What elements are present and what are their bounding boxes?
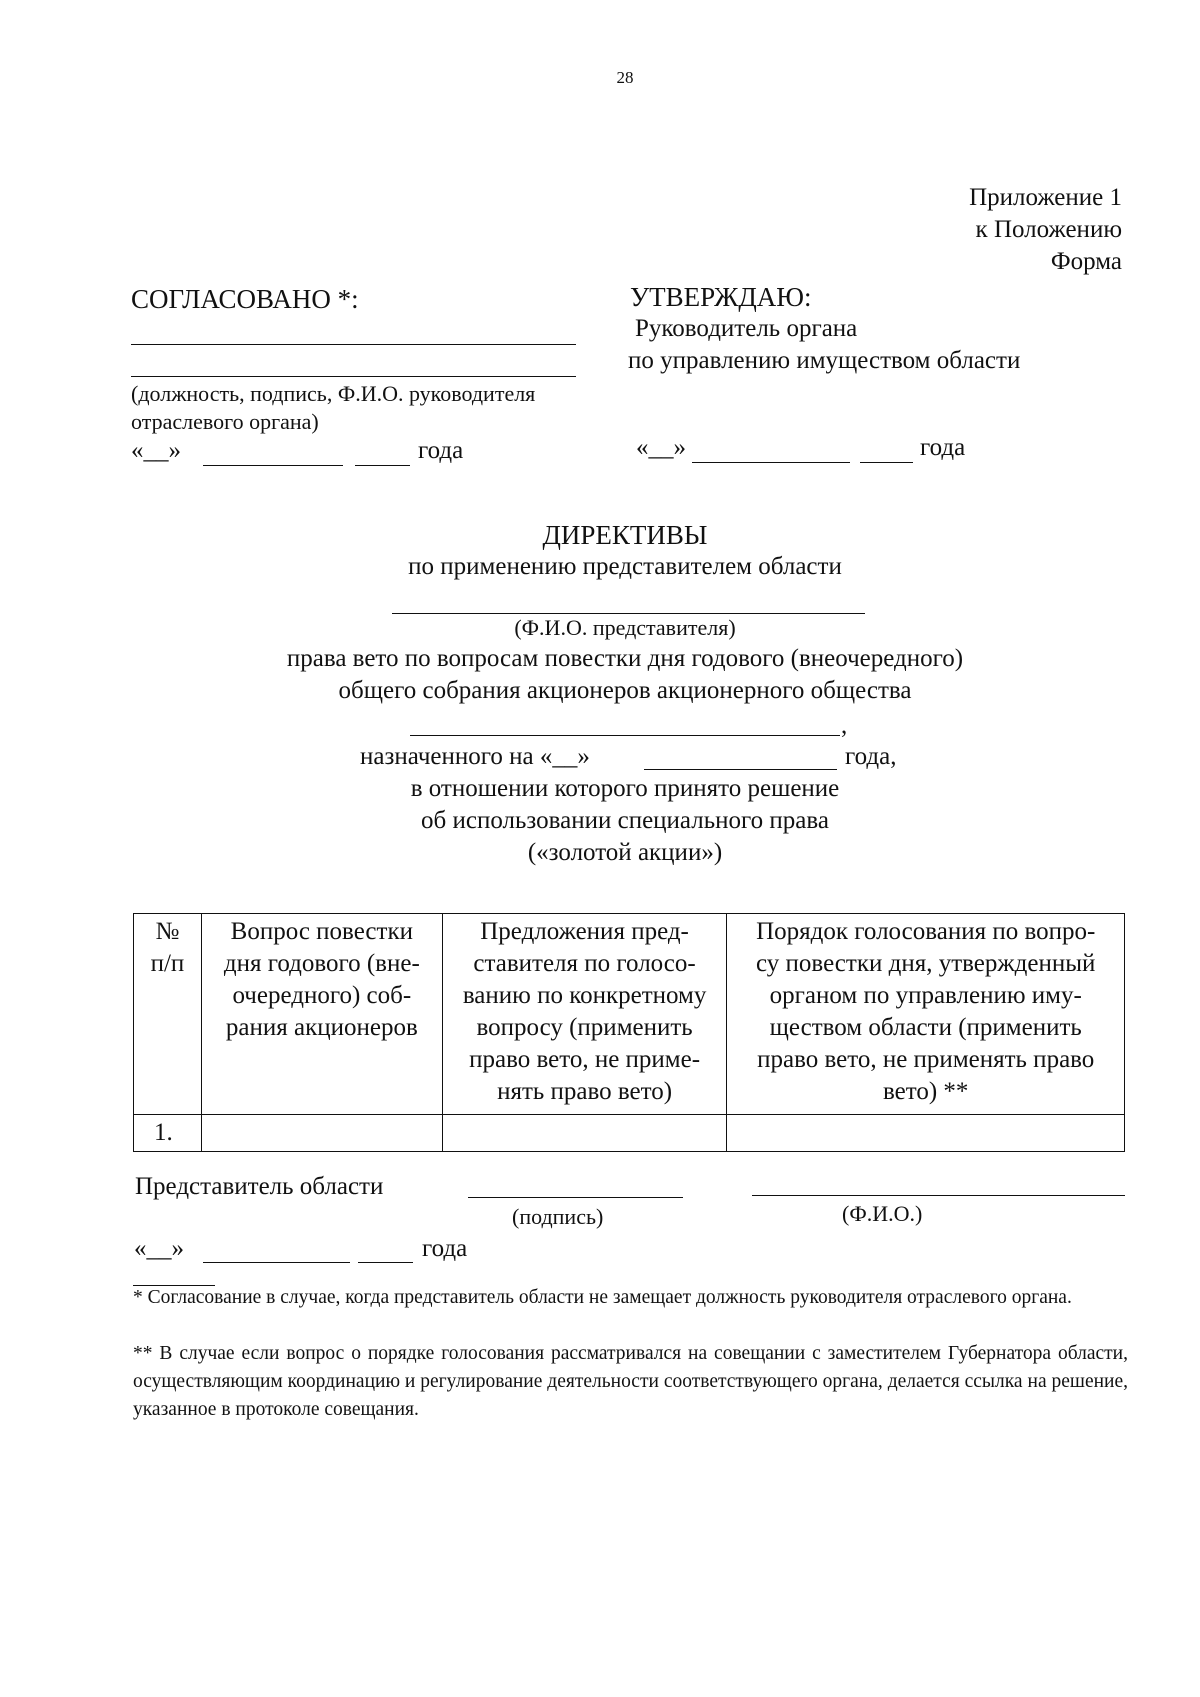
signature-date-day: «__»	[134, 1235, 184, 1262]
agreed-date-suffix: года	[418, 437, 464, 464]
header-text: №	[155, 918, 180, 945]
appendix-note	[969, 182, 1122, 278]
title-line-3: общего собрания акционеров акционерного общества	[338, 677, 912, 704]
directives-table	[133, 913, 1125, 1152]
header-text: нять право вето)	[497, 1078, 673, 1105]
table-cell	[727, 1115, 1125, 1152]
header-text: Вопрос повестки	[230, 918, 413, 945]
header-cell-question	[201, 914, 442, 1115]
header-text: право вето, не приме-	[469, 1046, 701, 1073]
approve-date-year-line	[860, 462, 913, 463]
approve-heading: УТВЕРЖДАЮ:	[630, 282, 812, 312]
title-line-2: права вето по вопросам повестки дня годового (внеочередного)	[286, 645, 964, 672]
table-header-row	[134, 914, 1125, 1115]
header-text: право вето, не применять право	[757, 1046, 1095, 1073]
header-text: вопросу (применить	[476, 1014, 693, 1041]
meeting-date-prefix: назначенного на «__»	[360, 743, 590, 770]
agreed-heading: СОГЛАСОВАНО *:	[131, 284, 359, 314]
header-text: ществом области (применить	[769, 1014, 1082, 1041]
table-cell	[201, 1115, 442, 1152]
header-text: п/п	[150, 950, 185, 977]
appendix-line-1: Приложение 1	[969, 184, 1122, 211]
representative-name-line	[392, 613, 865, 614]
header-text: очередного) соб-	[232, 982, 412, 1009]
header-text: су повестки дня, утвержденный	[756, 950, 1096, 977]
representative-caption: (Ф.И.О. представителя)	[514, 615, 736, 640]
signature-caption: (подпись)	[512, 1204, 604, 1229]
header-text: ванию по конкретному	[462, 982, 707, 1009]
approve-line-1: Руководитель органа	[635, 315, 858, 342]
approve-line-2: по управлению имуществом области	[628, 347, 1021, 374]
signature-line	[468, 1197, 683, 1198]
meeting-date-line	[644, 769, 837, 770]
approve-date-suffix: года	[920, 434, 966, 461]
header-cell-number	[134, 914, 202, 1115]
table-cell: 1.	[134, 1115, 202, 1152]
agreed-date-year-line	[355, 465, 410, 466]
header-text: Порядок голосования по вопро-	[756, 918, 1096, 945]
approve-date-month-line	[692, 462, 850, 463]
representative-label: Представитель области	[135, 1173, 384, 1200]
approve-date-day: «__»	[636, 434, 686, 461]
agreed-caption-line-2: отраслевого органа)	[131, 409, 319, 434]
header-cell-proposals	[442, 914, 727, 1115]
agreed-date-month-line	[203, 465, 343, 466]
table-row	[134, 1115, 1125, 1152]
title-line-6: об использовании специального права	[421, 807, 829, 834]
signature-date-suffix: года	[422, 1235, 468, 1262]
page-number: 28	[616, 68, 634, 87]
company-name-comma: ,	[841, 712, 848, 739]
agreed-date-day: «__»	[131, 437, 181, 464]
signature-date-year-line	[358, 1262, 413, 1263]
full-name-line	[752, 1195, 1125, 1196]
signature-line-2	[131, 376, 576, 377]
header-text: ставителя по голосо-	[473, 950, 696, 977]
signature-line-1	[131, 344, 576, 345]
header-text: органом по управлению иму-	[769, 982, 1082, 1009]
meeting-date-suffix: года,	[845, 743, 897, 770]
company-name-line	[410, 735, 840, 736]
agreed-caption-line-1: (должность, подпись, Ф.И.О. руководителя	[131, 381, 536, 406]
title-line-5: в отношении которого принято решение	[410, 775, 840, 802]
appendix-line-2: к Положению	[975, 216, 1122, 243]
table-cell	[442, 1115, 727, 1152]
footnote-1: * Согласование в случае, когда представитель области не замещает должность руководителя отраслевого органа.	[133, 1287, 1072, 1308]
document-title: ДИРЕКТИВЫ	[542, 520, 708, 550]
header-text: вето) **	[883, 1078, 969, 1105]
full-name-caption: (Ф.И.О.)	[842, 1201, 923, 1226]
footnote-2: ** В случае если вопрос о порядке голосования рассматривался на совещании с заместителем Губернатора области, осуществляющим координацию и регулирование деятельности соответствующего органа, делается ссылка на решение, указанное в протоколе совещания.	[133, 1343, 1128, 1420]
title-line-1: по применению представителем области	[408, 553, 842, 580]
header-text: дня годового (вне-	[223, 950, 420, 977]
appendix-line-3: Форма	[1050, 248, 1122, 275]
header-text: рания акционеров	[225, 1014, 418, 1041]
signature-date-month-line	[203, 1262, 350, 1263]
title-line-7: («золотой акции»)	[527, 839, 723, 866]
header-text: Предложения пред-	[480, 918, 689, 945]
header-cell-voting-order	[727, 914, 1125, 1115]
